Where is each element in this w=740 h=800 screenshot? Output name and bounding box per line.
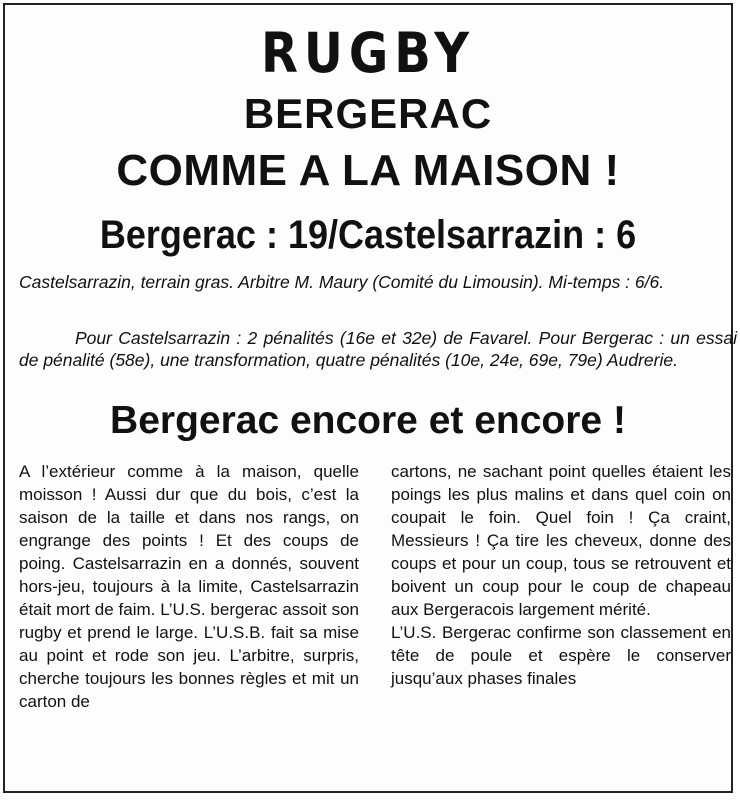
- headline-score: Bergerac : 19/Castelsarrazin : 6: [99, 213, 637, 257]
- article-body-right-column: [391, 460, 731, 690]
- article-headline: Bergerac encore et encore !: [110, 399, 626, 442]
- headline-main: COMME A LA MAISON !: [116, 146, 620, 195]
- match-summary-scorers: Pour Castelsarrazin : 2 pénalités (16e et 32e) de Favarel. Pour Bergerac : un essai de pénalité (58e), une transformation, quatre pénalités (10e, 24e, 69e, 79e) Audrerie.: [19, 328, 737, 370]
- section-kicker: RUGBY: [260, 21, 476, 86]
- headline-city: BERGERAC: [243, 90, 493, 137]
- newspaper-clipping: [3, 3, 737, 793]
- match-summary-details: Castelsarrazin, terrain gras. Arbitre M. Maury (Comité du Limousin). Mi-temps : 6/6.: [19, 272, 665, 292]
- article-body-paragraph: L’U.S. Bergerac confirme son classement en tête de poule et espère le conserver jusqu’aux phases finales: [391, 623, 731, 688]
- article-body-paragraph: cartons, ne sachant point quelles étaient les poings les plus malins et dans quel coin on coupait le foin. Quel foin ! Ça craint, Messieurs ! Ça tire les cheveux, donne des coups et pour un coup, tous se retrouvent et boivent un coup pour le coup de chapeau aux Bergeracois largement mérité.: [391, 462, 731, 619]
- article-body-left-column: A l’extérieur comme à la maison, quelle moisson ! Aussi dur que du bois, c’est la saison de la taille et dans nos rangs, on engrange des points ! Et des coups de poing. Castelsarrazin en a donnés, souvent hors-jeu, toujours à la limite, Castelsarrazin était mort de faim. L’U.S. bergerac assoit son rugby et prend le large. L’U.S.B. fait sa mise au point et rode son jeu. L’arbitre, surpris, cherche toujours les bonnes règles et mit un carton de: [19, 462, 359, 711]
